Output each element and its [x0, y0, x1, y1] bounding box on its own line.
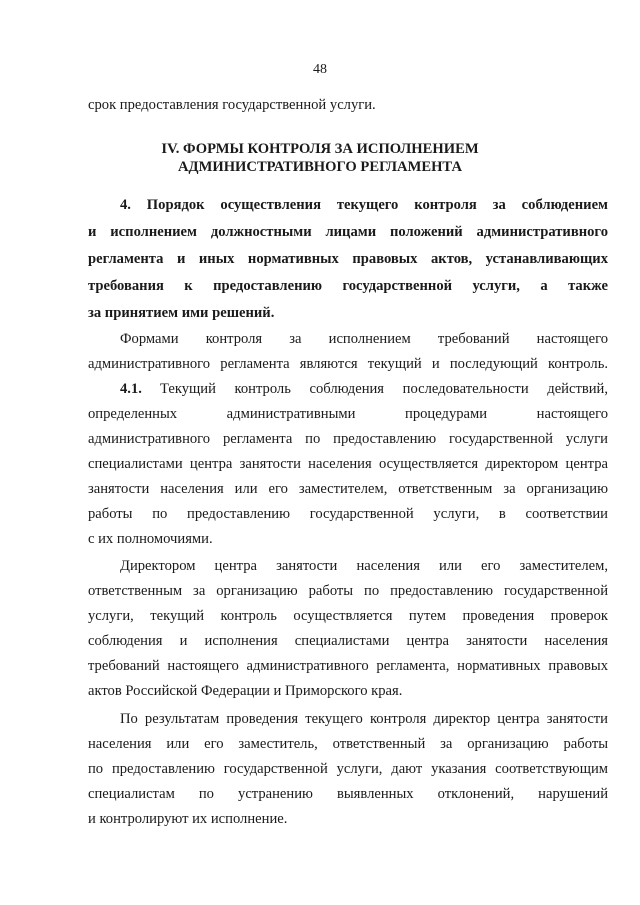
- section-heading-line-1: IV. ФОРМЫ КОНТРОЛЯ ЗА ИСПОЛНЕНИЕМ: [161, 141, 479, 157]
- section-heading-line-2: АДМИНИСТРАТИВНОГО РЕГЛАМЕНТА: [178, 159, 462, 175]
- paragraph-line: работы по предоставлению государственной услуги, в соответствии: [88, 506, 608, 522]
- page-number: 48: [313, 62, 327, 77]
- paragraph-line: требований настоящего административного регламента, нормативных правовых: [88, 658, 608, 674]
- section-number: 4.1.: [120, 381, 142, 397]
- paragraph-line: определенных административными процедурами настоящего: [88, 406, 608, 422]
- subheading-line: за принятием ими решений.: [88, 305, 275, 321]
- paragraph-line: населения или его заместитель, ответственный за организацию работы: [88, 736, 608, 752]
- paragraph-line: по предоставлению государственной услуги, дают указания соответствующим: [88, 761, 608, 777]
- paragraph-line: Текущий контроль соблюдения последовательности действий,: [160, 381, 608, 397]
- paragraph-line: По результатам проведения текущего контроля директор центра занятости: [120, 711, 608, 727]
- paragraph-line: административного регламента являются текущий и последующий контроль.: [88, 356, 608, 372]
- paragraph-line: услуги, текущий контроль осуществляется путем проведения проверок: [88, 608, 608, 624]
- subheading-line: требования к предоставлению государственной услуги, а также: [88, 278, 608, 294]
- paragraph-line: занятости населения или его заместителем, ответственным за организацию: [88, 481, 608, 497]
- subheading-line: 4. Порядок осуществления текущего контроля за соблюдением: [120, 197, 608, 213]
- paragraph-line: с их полномочиями.: [88, 531, 213, 547]
- subheading-line: регламента и иных нормативных правовых актов, устанавливающих: [88, 251, 608, 267]
- paragraph-line: специалистам по устранению выявленных отклонений, нарушений: [88, 786, 608, 802]
- paragraph-line: и контролируют их исполнение.: [88, 811, 288, 827]
- subheading-line: и исполнением должностными лицами положений административного: [88, 224, 608, 240]
- paragraph-line: Директором центра занятости населения или его заместителем,: [120, 558, 608, 574]
- paragraph-line: актов Российской Федерации и Приморского края.: [88, 683, 403, 699]
- paragraph-line: ответственным за организацию работы по предоставлению государственной: [88, 583, 608, 599]
- paragraph-line: специалистами центра занятости населения осуществляется директором центра: [88, 456, 608, 472]
- paragraph-line: административного регламента по предоставлению государственной услуги: [88, 431, 608, 447]
- paragraph-line: соблюдения и исполнения специалистами центра занятости населения: [88, 633, 608, 649]
- text-line: срок предоставления государственной услуги.: [88, 97, 376, 113]
- paragraph-line: Формами контроля за исполнением требований настоящего: [120, 331, 608, 347]
